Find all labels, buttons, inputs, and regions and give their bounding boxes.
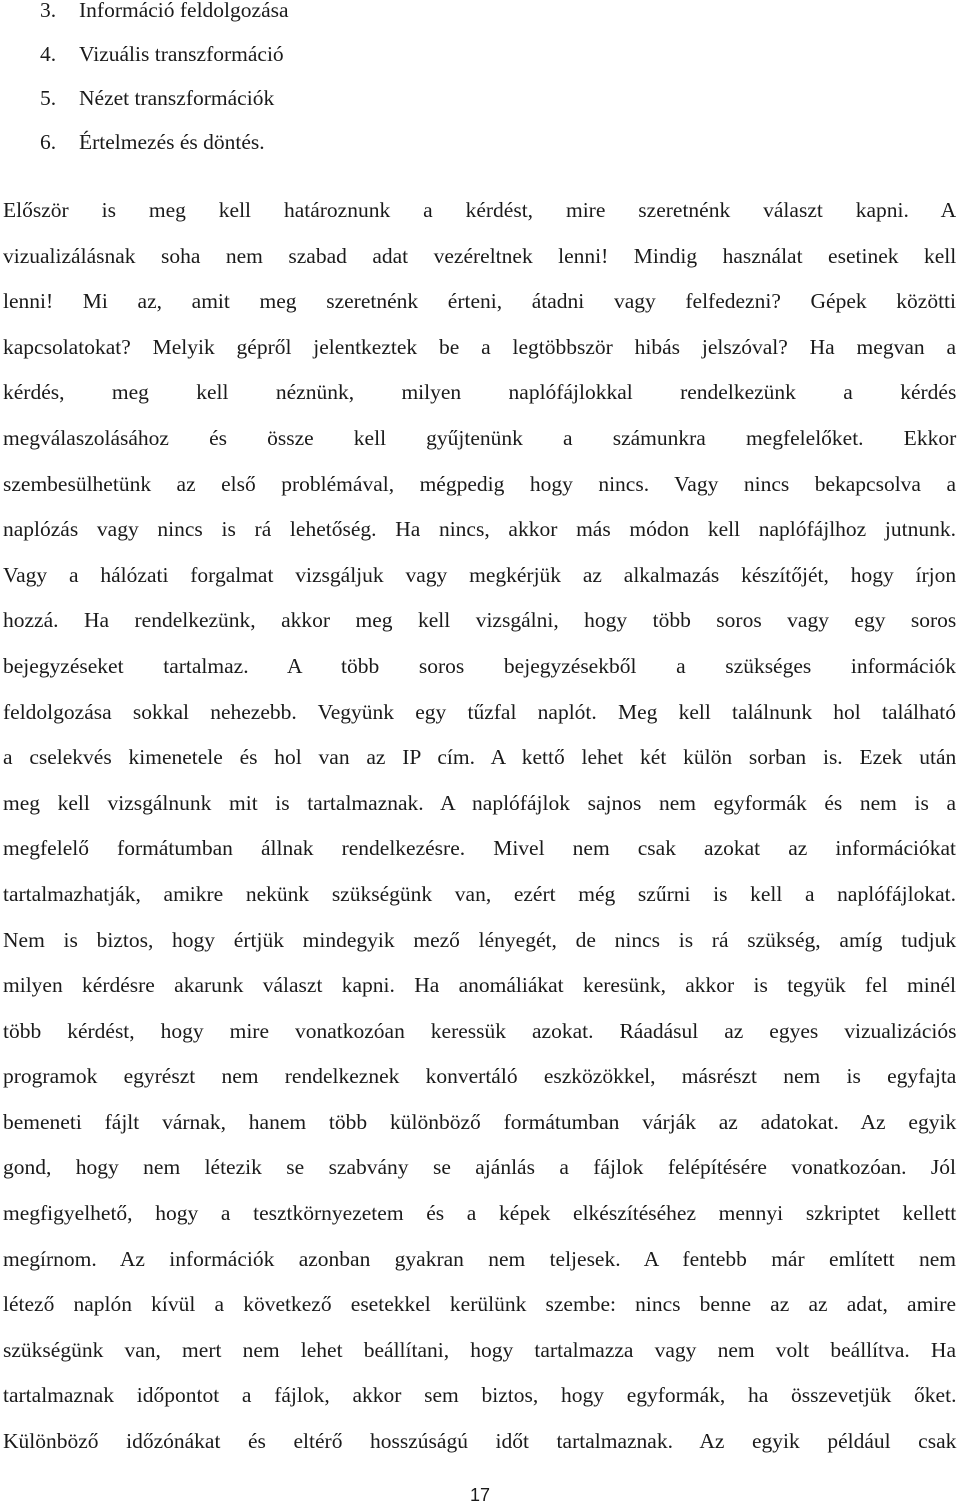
list-item-text: Értelmezés és döntés.	[79, 130, 265, 154]
paragraph-line: megfigyelhető, hogy a tesztkörnyezetem és a képek elkészítéséhez mennyi szkriptet kellett	[3, 1201, 957, 1226]
paragraph-line: programok egyrészt nem rendelkeznek konvertáló eszközökkel, másrészt nem is egyfajta	[3, 1064, 957, 1089]
paragraph-line: Először is meg kell határoznunk a kérdést, mire szeretnénk választ kapni. A	[3, 198, 957, 222]
list-item	[0, 0, 289, 32]
paragraph-line: szükségünk van, mert nem lehet beállítani, hogy tartalmazza vagy nem volt beállítva. Ha	[3, 1337, 956, 1362]
paragraph-line: naplózás vagy nincs is rá lehetőség. Ha nincs, akkor más módon kell naplófájlhoz jutnunk.	[3, 517, 956, 542]
paragraph-line: lenni! Mi az, amit meg szeretnénk érteni, átadni vagy felfedezni? Gépek közötti	[3, 289, 956, 314]
paragraph-line: gond, hogy nem létezik se szabvány se ajánlás a fájlok felépítésére vonatkozóan. Jól	[3, 1155, 956, 1180]
list-item	[0, 32, 289, 76]
paragraph-line: megírnom. Az információk azonban gyakran nem teljesek. A fentebb már említett nem	[3, 1246, 956, 1271]
paragraph-line: feldolgozása sokkal nehezebb. Vegyünk egy tűzfal naplót. Meg kell találnunk hol található	[3, 699, 956, 724]
list-item	[0, 76, 289, 120]
paragraph-line: kapcsolatokat? Melyik gépről jelentkeztek be a legtöbbször hibás jelszóval? Ha megvan a	[3, 334, 956, 359]
paragraph-line: létező naplón kívül a következő esetekkel kerülünk szembe: nincs benne az az adat, amire	[3, 1292, 956, 1317]
paragraph-line: tartalmaznak időpontot a fájlok, akkor sem biztos, hogy egyformák, ha összevetjük őket.	[3, 1383, 957, 1408]
list-item-number: 6.	[40, 130, 57, 154]
paragraph-line: megfelelő formátumban állnak rendelkezésre. Mivel nem csak azokat az információkat	[3, 836, 956, 861]
paragraph-line: szembesülhetünk az első problémával, mégpedig hogy nincs. Vagy nincs bekapcsolva a	[3, 471, 956, 496]
list-item-text: Vizuális transzformáció	[79, 42, 284, 66]
paragraph-line: Nem is biztos, hogy értjük mindegyik mező lényegét, de nincs is rá szükség, amíg tudjuk	[3, 927, 957, 952]
paragraph-line: megválaszolásához és össze kell gyűjtenünk a számunkra megfelelőket. Ekkor	[3, 425, 957, 450]
paragraph-line: vizualizálásnak soha nem szabad adat vezéreltnek lenni! Mindig használat esetinek kell	[3, 243, 957, 268]
page-number: 17	[469, 1485, 491, 1505]
paragraph-line: bejegyzéseket tartalmaz. A több soros bejegyzésekből a szükséges információk	[3, 653, 956, 678]
paragraph-line: Vagy a hálózati forgalmat vizsgáljuk vagy megkérjük az alkalmazás készítőjét, hogy írjon	[3, 562, 957, 587]
list-item-number: 4.	[40, 42, 57, 66]
list-item-number: 5.	[40, 86, 57, 110]
paragraph-line: tartalmazhatják, amikre nekünk szükségünk van, ezért még szűrni is kell a naplófájlokat.	[3, 881, 956, 906]
numbered-list	[0, 0, 289, 164]
paragraph-line: meg kell vizsgálnunk mit is tartalmaznak. A naplófájlok sajnos nem egyformák és nem is a	[3, 790, 956, 815]
paragraph-line: milyen kérdésre akarunk választ kapni. Ha anomáliákat keresünk, akkor is tegyük fel minél	[3, 973, 956, 998]
list-item	[0, 120, 289, 164]
list-item-text: Információ feldolgozása	[79, 0, 289, 22]
paragraph-line: hozzá. Ha rendelkezünk, akkor meg kell vizsgálni, hogy több soros vagy egy soros	[3, 608, 957, 633]
paragraph-line: több kérdést, hogy mire vonatkozóan keressük azokat. Ráadásul az egyes vizualizációs	[3, 1018, 957, 1043]
paragraph-line: kérdés, meg kell néznünk, milyen naplófájlokkal rendelkezünk a kérdés	[3, 380, 957, 405]
paragraph-line: bemeneti fájlt várnak, hanem több különböző formátumban várják az adatokat. Az egyik	[3, 1109, 957, 1134]
list-item-number: 3.	[40, 0, 57, 22]
paragraph-line: Különböző időzónákat és eltérő hosszúságú időt tartalmaznak. Az egyik például csak	[3, 1429, 957, 1454]
body-paragraph	[3, 188, 956, 1465]
paragraph-line: a cselekvés kimenetele és hol van az IP cím. A kettő lehet két külön sorban is. Ezek után	[3, 745, 957, 770]
list-item-text: Nézet transzformációk	[79, 86, 275, 110]
